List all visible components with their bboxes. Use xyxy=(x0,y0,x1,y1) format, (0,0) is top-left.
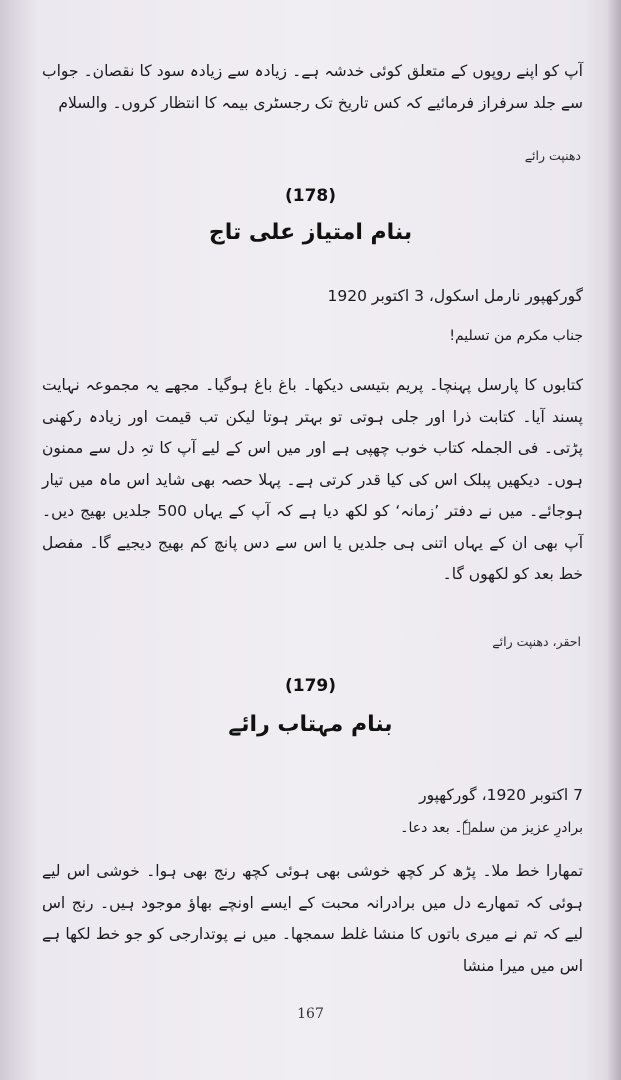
letter-179-paragraph: تمھارا خط ملا۔ پڑھ کر کچھ خوشی بھی ہوئی کچھ رنج بھی ہوا۔ خوشی اس لیے ہوئی کہ تمھارے دل میں برادرانہ محبت کے ایسے اونچے بھاؤ موجود ہیں۔ رنج اس لیے کہ تم نے میری باتوں کا منشا غلط سمجھا۔ میں نے پوتدارجی کو جو خط لکھا ہے اس میں میرا منشا xyxy=(42,862,583,975)
letter-178-paragraph: کتابوں کا پارسل پہنچا۔ پریم بتیسی دیکھا۔ باغ باغ ہوگیا۔ مجھے یہ مجموعہ نہایت پسند آیا۔ کتابت ذرا اور جلی ہوتی تو بہتر ہوتا لیکن تب قیمت اور زیادہ رکھنی پڑتی۔ فی الجملہ کتاب خوب چھپی ہے اور میں اس کے لیے آپ کا تہِ دل سے ممنون ہوں۔ دیکھیں پبلک اس کی کیا قدر کرتی ہے۔ پہلا حصہ بھی شاید اس ماہ میں تیار ہوجائے۔ میں نے دفتر ’زمانہ‘ کو لکھ دیا ہے کہ آپ کے یہاں 500 جلدیں بھیج دیں۔ آپ بھی ان کے یہاں اتنی ہی جلدیں یا اس سے دس پانچ کم بھیج دیجیے گا۔ مفصل خط بعد کو لکھوں گا۔ xyxy=(42,376,583,583)
letter-177-signature: دھنپت رائے xyxy=(524,148,581,163)
letter-178-number: (178) xyxy=(284,186,337,206)
letter-177-paragraph: آپ کو اپنے روپوں کے متعلق کوئی خدشہ ہے۔ زیادہ سے زیادہ سود کا نقصان۔ جواب سے جلد سرفراز فرمائیے کہ کس تاریخ تک رجسٹری بیمہ کا انتظار کروں۔ والسلام xyxy=(42,62,583,112)
letter-179-place-date: 7 اکتوبر 1920، گورکھپور xyxy=(419,786,583,804)
letter-178-signature: احقر، دھنپت رائے xyxy=(492,634,581,649)
letter-178-place-date: گورکھپور نارمل اسکول، 3 اکتوبر 1920 xyxy=(327,287,583,305)
letter-179-number: (179) xyxy=(284,676,337,696)
page-number: 167 xyxy=(297,1006,324,1022)
letter-178-salutation: جناب مکرم من تسلیم! xyxy=(449,328,583,344)
letter-179-salutation: برادرِ عزیز من سلمہٗ۔ بعد دعا۔ xyxy=(400,820,583,836)
letter-179-heading: بنام مہتاب رائے xyxy=(228,712,393,737)
letter-178-heading: بنام امتیاز علی تاج xyxy=(208,220,413,245)
page-spine-shadow xyxy=(607,0,621,1080)
